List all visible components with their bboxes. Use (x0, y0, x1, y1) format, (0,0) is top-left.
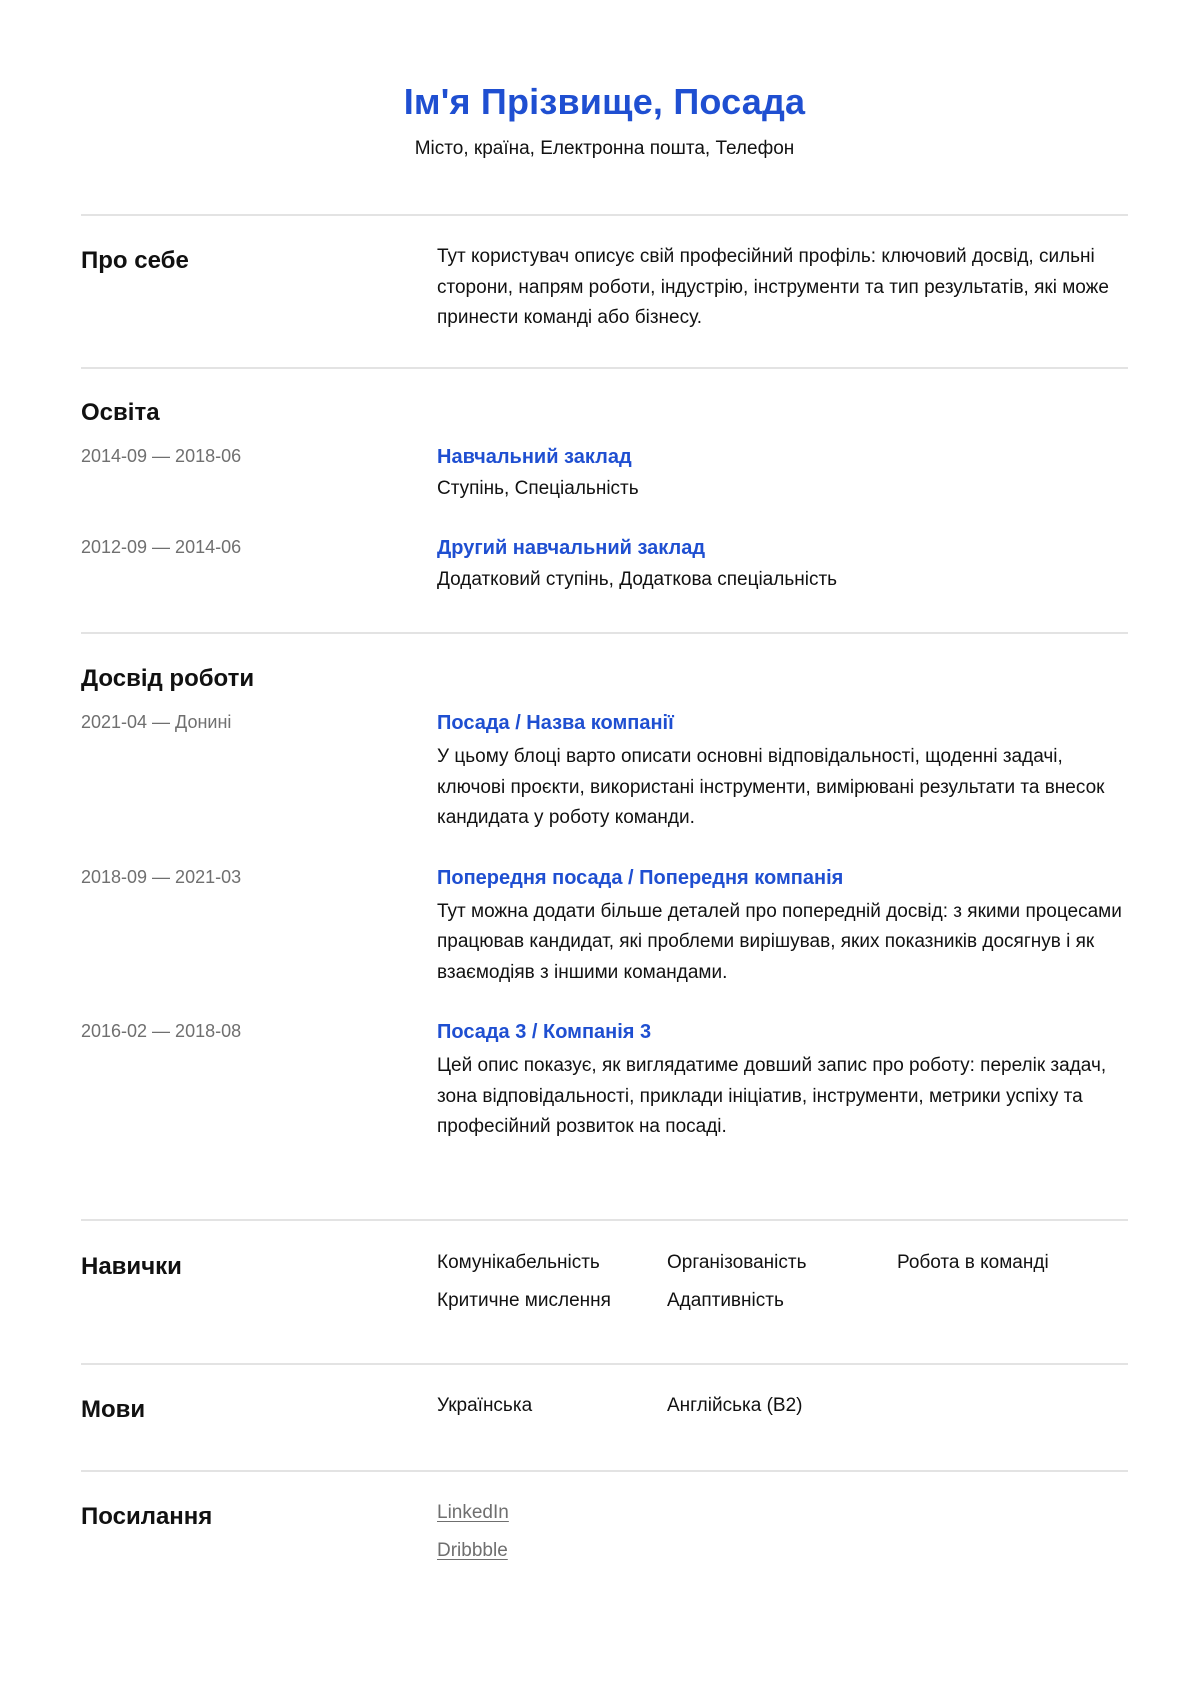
link-linkedin[interactable]: LinkedIn (437, 1502, 509, 1523)
skill-item: Критичне мислення (437, 1290, 611, 1311)
experience-item (81, 1019, 1128, 1143)
experience-description: Цей опис показує, як виглядатиме довший запис про роботу: перелік задач, зона відповідальності, приклади ініціатив, інструменти, метрики успіху та професійний розвиток на посаді. (437, 1055, 1107, 1137)
experience-dates: 2021-04 — Донині (81, 712, 232, 732)
section-languages (81, 1365, 1128, 1470)
languages-list (437, 1393, 1128, 1419)
education-dates: 2014-09 — 2018-06 (81, 446, 242, 466)
candidate-name: Ім'я Прізвище, Посада (403, 81, 806, 122)
section-links (81, 1472, 1128, 1622)
education-item (81, 444, 1128, 504)
education-degree: Ступінь, Спеціальність (437, 478, 639, 499)
contact-info: Місто, країна, Електронна пошта, Телефон (414, 138, 795, 159)
education-degree: Додатковий ступінь, Додаткова спеціальність (437, 569, 838, 590)
education-school: Другий навчальний заклад (437, 537, 706, 559)
experience-item (81, 865, 1128, 989)
experience-description: У цьому блоці варто описати основні відповідальності, щоденні задачі, ключові проєкти, використані інструменти, вимірювані результати та внесок кандидата у роботу команди. (437, 746, 1105, 828)
education-item (81, 535, 1128, 595)
section-title-experience: Досвід роботи (81, 665, 255, 692)
experience-dates: 2016-02 — 2018-08 (81, 1021, 242, 1041)
skills-list (437, 1250, 1128, 1314)
section-title-languages: Мови (81, 1396, 146, 1423)
skill-item: Робота в команді (897, 1252, 1049, 1273)
experience-description: Тут можна додати більше деталей про попередній досвід: з якими процесами працював кандидат, які проблеми вирішував, яких показників досягнув і як взаємодіяв з іншими командами. (437, 900, 1122, 983)
experience-dates: 2018-09 — 2021-03 (81, 866, 242, 887)
section-title-skills: Навички (81, 1253, 182, 1280)
section-about (81, 216, 1128, 367)
section-skills (81, 1221, 1128, 1363)
language-item: Українська (437, 1395, 533, 1416)
section-education (81, 369, 1128, 632)
resume-page (81, 0, 1128, 1622)
link-dribbble[interactable]: Dribbble (437, 1540, 508, 1561)
skill-item: Комунікабельність (437, 1252, 600, 1273)
section-experience (81, 634, 1128, 1219)
section-title-education: Освіта (81, 399, 160, 426)
skill-item: Організованість (667, 1252, 807, 1273)
about-text: Тут користувач описує свій професійний профіль: ключовий досвід, сильні сторони, напрям роботи, індустрію, інструменти та тип результатів, які може принести команді або бізнесу. (437, 246, 1109, 328)
skill-item: Адаптивність (667, 1290, 784, 1311)
education-dates: 2012-09 — 2014-06 (81, 537, 242, 557)
education-school: Навчальний заклад (437, 446, 632, 468)
section-title-about: Про себе (81, 247, 189, 274)
experience-item (81, 710, 1128, 834)
resume-header (81, 0, 1128, 215)
section-title-links: Посилання (81, 1503, 213, 1530)
experience-position: Посада / Назва компанії (437, 712, 674, 734)
experience-position: Посада 3 / Компанія 3 (437, 1021, 652, 1043)
language-item: Англійська (B2) (667, 1395, 803, 1416)
experience-position: Попередня посада / Попередня компанія (437, 866, 844, 889)
